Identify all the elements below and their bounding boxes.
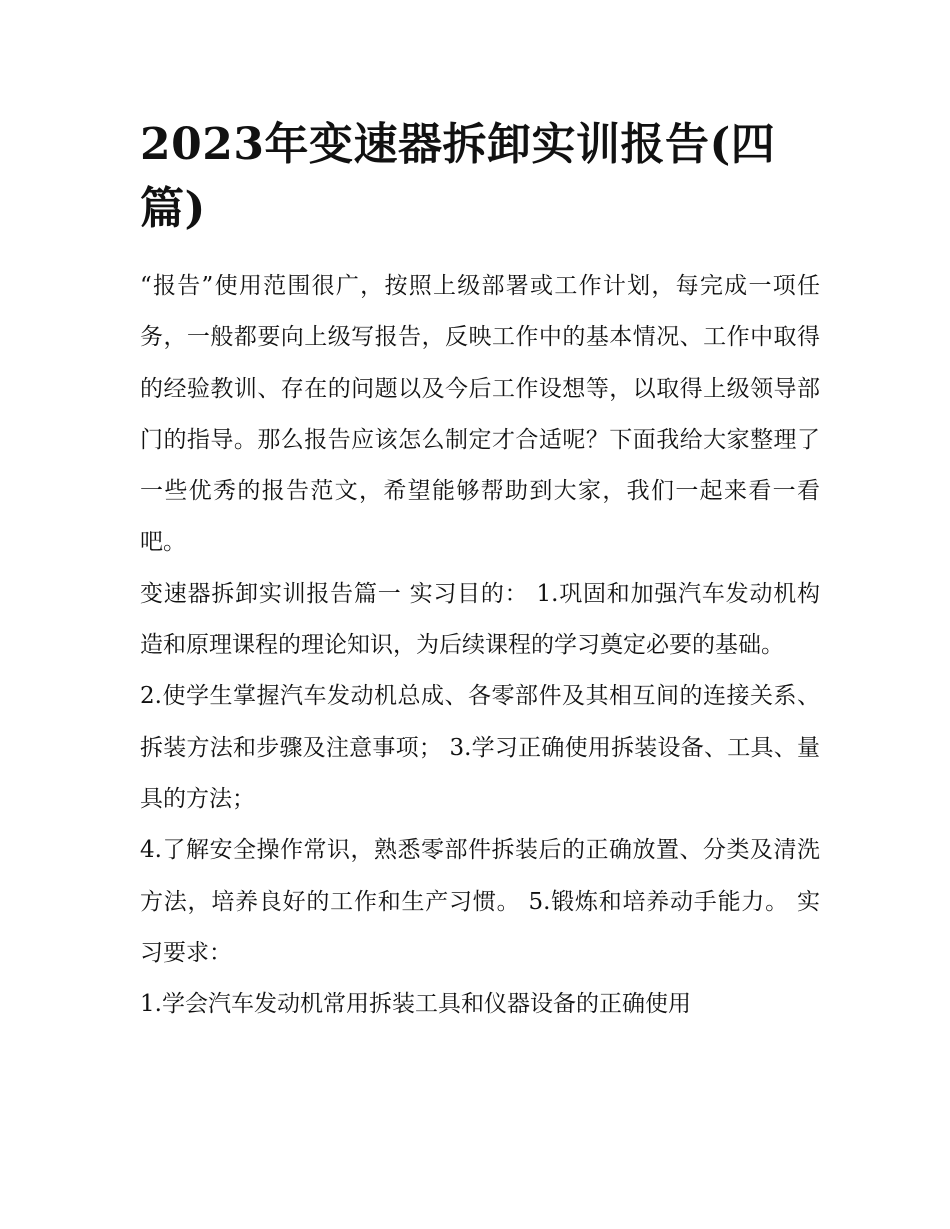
objective-two-paragraph: 2.使学生掌握汽车发动机总成、各零部件及其相互间的连接关系、拆装方法和步骤及注意事项； 3.学习正确使用拆装设备、工具、量具的方法； xyxy=(140,683,820,812)
document-title: 2023年变速器拆卸实训报告(四篇) xyxy=(140,119,776,234)
objective-four-paragraph: 4.了解安全操作常识，熟悉零部件拆装后的正确放置、分类及清洗方法，培养良好的工作和生产习惯。 5.锻炼和培养动手能力。 实习要求： xyxy=(140,837,820,966)
document-page xyxy=(140,0,820,1030)
requirement-one-paragraph: 1.学会汽车发动机常用拆装工具和仪器设备的正确使用 xyxy=(140,991,691,1018)
section-one-paragraph: 变速器拆卸实训报告篇一 实习目的： 1.巩固和加强汽车发动机构造和原理课程的理论知识，为后续课程的学习奠定必要的基础。 xyxy=(140,580,820,659)
document-body xyxy=(140,261,820,1030)
intro-paragraph: “报告”使用范围很广，按照上级部署或工作计划，每完成一项任务，一般都要向上级写报告，反映工作中的基本情况、工作中取得的经验教训、存在的问题以及今后工作设想等，以取得上级领导部门的指导。那么报告应该怎么制定才合适呢？下面我给大家整理了一些优秀的报告范文，希望能够帮助到大家，我们一起来看一看吧。 xyxy=(140,273,820,556)
